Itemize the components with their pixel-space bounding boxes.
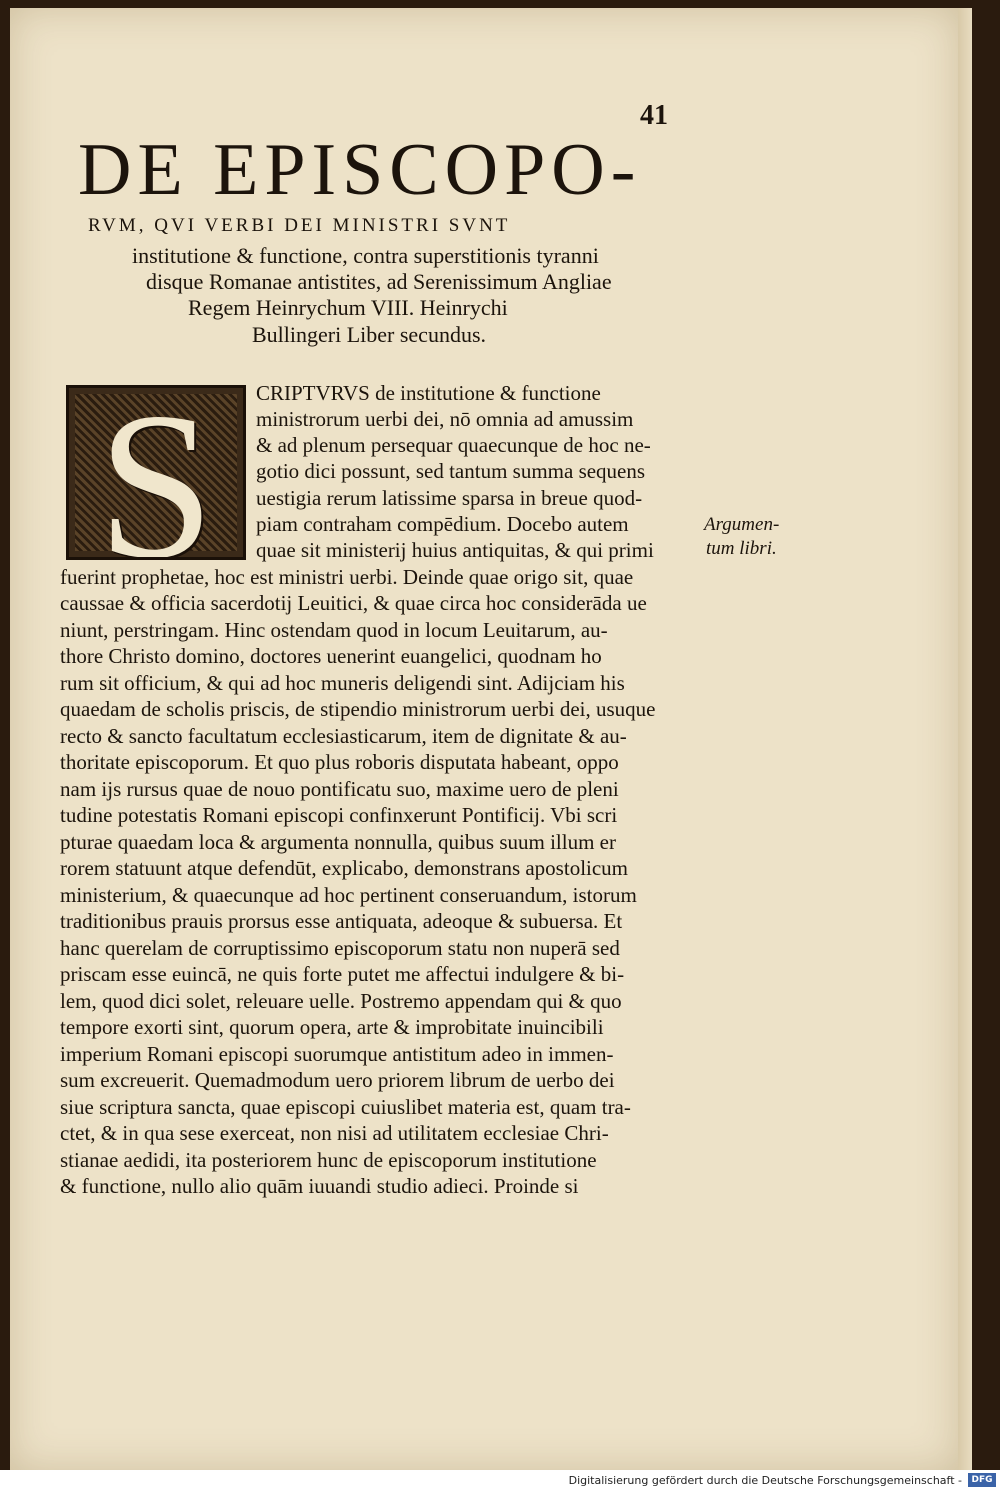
body-line: traditionibus prauis prorsus esse antiquata, adeoque & subuersa. Et: [60, 909, 623, 933]
body-line: pturae quaedam loca & argumenta nonnulla, quibus suum illum er: [60, 830, 616, 854]
body-line: priscam esse euincā, ne quis forte putet me affectui indulgere & bi-: [60, 962, 625, 986]
body-line: quaedam de scholis priscis, de stipendio ministrorum uerbi dei, usuque: [60, 697, 656, 721]
body-line: lem, quod dici solet, releuare uelle. Postremo appendam qui & quo: [60, 989, 622, 1013]
body-line: siue scriptura sancta, quae episcopi cuiuslibet materia est, quam tra-: [60, 1095, 631, 1119]
page-edge: [958, 8, 972, 1470]
body-line: nam ijs rursus quae de nouo pontificatu suo, maxime uero de pleni: [60, 777, 619, 801]
title-line: Bullingeri Liber secundus.: [252, 322, 487, 347]
body-line: recto & sancto facultatum ecclesiasticarum, item de dignitate & au-: [60, 724, 627, 748]
body-line: piam contraham compēdium. Docebo autem: [256, 512, 629, 536]
dropcap-letter: S: [97, 385, 215, 560]
page-number: 41: [640, 100, 668, 131]
body-line: CRIPTVRVS de institutione & functione: [256, 381, 601, 405]
title-line: Regem Heinrychum VIII. Heinrychi: [188, 295, 508, 320]
body-line: ministrorum uerbi dei, nō omnia ad amussim: [256, 407, 634, 431]
body-line: gotio dici possunt, sed tantum summa sequens: [256, 459, 646, 483]
margin-note-line: Argumen-: [704, 514, 780, 535]
title-main: DE EPISCOPO-: [78, 129, 642, 211]
body-line: fuerint prophetae, hoc est ministri uerbi. Deinde quae origo sit, quae: [60, 565, 634, 589]
margin-note-line: tum libri.: [706, 538, 777, 559]
title-sub: RVM, QVI VERBI DEI MINISTRI SVNT: [88, 215, 511, 236]
title-line: institutione & functione, contra superstitionis tyranni: [132, 243, 599, 268]
body-line: hanc querelam de corruptissimo episcoporum statu non nuperā sed: [60, 936, 620, 960]
body-line: thoritate episcoporum. Et quo plus roboris disputata habeant, oppo: [60, 750, 619, 774]
dfg-logo: DFG: [968, 1473, 996, 1487]
body-line: rorem statuunt atque defendūt, explicabo, demonstrans apostolicum: [60, 856, 629, 880]
body-line: stianae aedidi, ita posteriorem hunc de episcoporum institutione: [60, 1148, 597, 1172]
body-line: sum excreuerit. Quemadmodum uero priorem librum de uerbo dei: [60, 1068, 615, 1092]
body-line: ministerium, & quaecunque ad hoc pertinent conseruandum, istorum: [60, 883, 637, 907]
body-line: ctet, & in qua sese exerceat, non nisi ad utilitatem ecclesiae Chri-: [60, 1121, 609, 1145]
title-line: disque Romanae antistites, ad Serenissimum Angliae: [146, 269, 612, 294]
body-line: thore Christo domino, doctores uenerint euangelici, quodnam ho: [60, 644, 602, 668]
body-line: tudine potestatis Romani episcopi confinxerunt Pontificij. Vbi scri: [60, 803, 618, 827]
body-line: uestigia rerum latissime sparsa in breue quod-: [256, 486, 643, 510]
body-line: imperium Romani episcopi suorumque antistitum adeo in immen-: [60, 1042, 614, 1066]
body-line: caussae & officia sacerdotij Leuitici, & quae circa hoc considerāda ue: [60, 591, 647, 615]
body-line: tempore exorti sint, quorum opera, arte & improbitate inuincibili: [60, 1015, 604, 1039]
body-line: quae sit ministerij huius antiquitas, & qui primi: [256, 538, 654, 562]
dropcap-woodcut: [66, 385, 246, 560]
body-line: & ad plenum persequar quaecunque de hoc ne-: [256, 433, 651, 457]
body-line: rum sit officium, & qui ad hoc muneris deligendi sint. Adijciam his: [60, 671, 625, 695]
footer-credit: Digitalisierung gefördert durch die Deutsche Forschungsgemeinschaft -: [568, 1474, 962, 1487]
body-line: niunt, perstringam. Hinc ostendam quod in locum Leuitarum, au-: [60, 618, 608, 642]
body-line: & functione, nullo alio quām iuuandi studio adieci. Proinde si: [60, 1174, 579, 1198]
